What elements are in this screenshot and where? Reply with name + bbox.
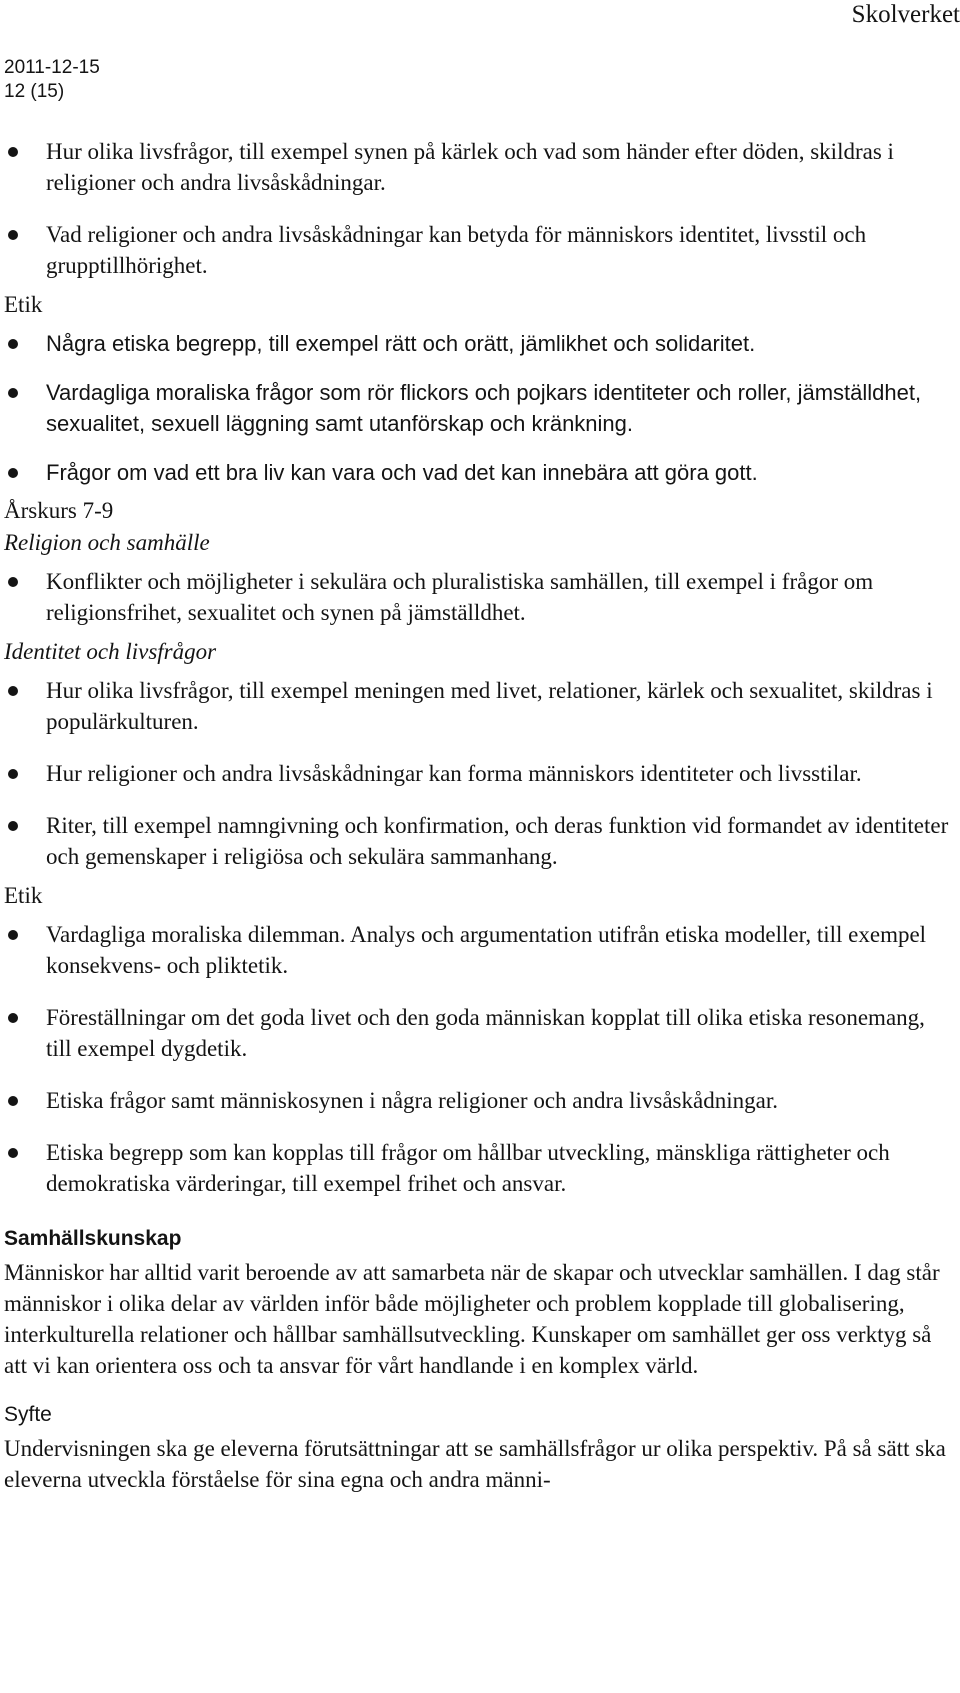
list-item: Vad religioner och andra livsåskådningar kan betyda för människors identitet, livsstil och grupptillhörighet. <box>4 219 954 281</box>
list-item: Etiska begrepp som kan kopplas till frågor om hållbar utveckling, mänskliga rättigheter och demokratiska värderingar, till exempel frihet och ansvar. <box>4 1137 954 1199</box>
list-item: Frågor om vad ett bra liv kan vara och vad det kan innebära att göra gott. <box>4 457 954 488</box>
bullet-icon <box>8 468 18 478</box>
list-item: Några etiska begrepp, till exempel rätt och orätt, jämlikhet och solidaritet. <box>4 328 954 359</box>
bullet-icon <box>8 1013 18 1023</box>
organization-name: Skolverket <box>851 1 960 28</box>
document-meta <box>4 56 100 104</box>
bullet-icon <box>8 769 18 779</box>
list-item: Riter, till exempel namngivning och konfirmation, och deras funktion vid formandet av identiteter och gemenskaper i religiösa och sekulära sammanhang. <box>4 810 954 872</box>
bullet-icon <box>8 821 18 831</box>
subheading-religion-och-samhalle: Religion och samhälle <box>4 530 210 555</box>
subheading-etik: Etik <box>4 292 43 317</box>
list-item: Hur olika livsfrågor, till exempel synen på kärlek och vad som händer efter döden, skildras i religioner och andra livsåskådningar. <box>4 136 954 198</box>
list-item: Konflikter och möjligheter i sekulära och pluralistiska samhällen, till exempel i frågor om religionsfrihet, sexualitet och synen på jämställdhet. <box>4 566 954 628</box>
list-item: Vardagliga moraliska frågor som rör flickors och pojkars identiteter och roller, jämställdhet, sexualitet, sexuell läggning samt utanförskap och kränkning. <box>4 377 954 439</box>
list-item: Hur olika livsfrågor, till exempel meningen med livet, relationer, kärlek och sexualitet, skildras i populärkulturen. <box>4 675 954 737</box>
bullet-icon <box>8 230 18 240</box>
bullet-icon <box>8 930 18 940</box>
bullet-icon <box>8 686 18 696</box>
paragraph: Undervisningen ska ge eleverna förutsättningar att se samhällsfrågor ur olika perspektiv. På så sätt ska eleverna utveckla förståelse för sina egna och andra männi- <box>4 1436 946 1492</box>
bullet-icon <box>8 1096 18 1106</box>
page-number: 12 (15) <box>4 81 65 102</box>
list-item: Hur religioner och andra livsåskådningar kan forma människors identiteter och livsstilar. <box>4 758 954 789</box>
document-date: 2011-12-15 <box>4 57 100 78</box>
bullet-icon <box>8 388 18 398</box>
list-item: Etiska frågor samt människosynen i några religioner och andra livsåskådningar. <box>4 1085 954 1116</box>
bullet-icon <box>8 1148 18 1158</box>
bullet-icon <box>8 147 18 157</box>
bullet-icon <box>8 339 18 349</box>
section-heading-syfte: Syfte <box>4 1403 52 1426</box>
paragraph: Människor har alltid varit beroende av att samarbeta när de skapar och utvecklar samhällen. I dag står människor i olika delar av världen inför både möjligheter och problem kopplade till globalisering, interkulturella relationer och hållbar samhällsutveckling. Kunskaper om samhället ger oss verktyg så att vi kan orientera oss och ta ansvar för vårt handlande i en komplex värld. <box>4 1260 940 1378</box>
list-item: Föreställningar om det goda livet och den goda människan kopplat till olika etiska resonemang, till exempel dygdetik. <box>4 1002 954 1064</box>
subheading-etik: Etik <box>4 883 43 908</box>
document-body <box>4 136 954 1495</box>
list-item: Vardagliga moraliska dilemman. Analys och argumentation utifrån etiska modeller, till exempel konsekvens- och pliktetik. <box>4 919 954 981</box>
subheading-identitet-och-livsfragor: Identitet och livsfrågor <box>4 639 217 664</box>
bullet-icon <box>8 577 18 587</box>
section-heading-samhallskunskap: Samhällskunskap <box>4 1227 182 1250</box>
grade-heading: Årskurs 7-9 <box>4 498 114 523</box>
